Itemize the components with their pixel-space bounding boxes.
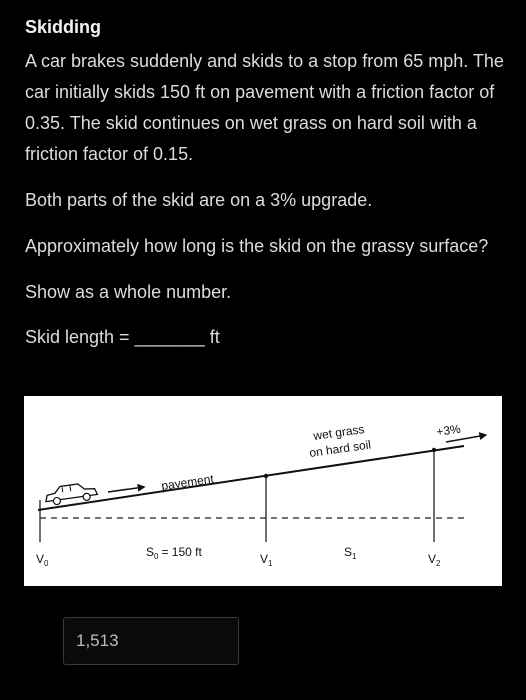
- skid-length-prompt: [25, 322, 505, 353]
- pavement-label: pavement: [160, 471, 215, 493]
- v0-label: $V_0$: [36, 552, 49, 568]
- v1-point: [264, 474, 268, 478]
- skid-length-unit: ft: [209, 327, 220, 347]
- v1-label: $V_1$: [260, 552, 273, 568]
- answer-input[interactable]: [63, 617, 239, 665]
- question-text: Approximately how long is the skid on the grassy surface?: [25, 236, 489, 256]
- incline-road-line: [38, 446, 464, 510]
- skid-length-blank: _______: [134, 327, 205, 347]
- question-content: [25, 14, 505, 353]
- grade-statement: Both parts of the skid are on a 3% upgrade.: [25, 190, 373, 210]
- question-title: Skidding: [25, 17, 101, 37]
- skid-length-label: Skid length =: [25, 327, 130, 347]
- skid-diagram: [24, 396, 502, 586]
- grade-label: +3%: [435, 421, 462, 439]
- s0-label: $S_0 = 150$ ft: [146, 545, 202, 561]
- s1-label: $S_1$: [344, 545, 357, 561]
- instruction-text: Show as a whole number.: [25, 282, 232, 302]
- v2-label: $V_2$: [428, 552, 441, 568]
- problem-statement: A car brakes suddenly and skids to a stop from 65 mph. The car initially skids 150 ft on pavement with a friction factor of 0.35. The skid continues on wet grass on hard soil with a friction factor of 0.15.: [25, 51, 504, 164]
- grass-label-line1: wet grass: [312, 421, 366, 443]
- v2-point: [432, 448, 436, 452]
- grass-label-line2: on hard soil: [308, 437, 372, 460]
